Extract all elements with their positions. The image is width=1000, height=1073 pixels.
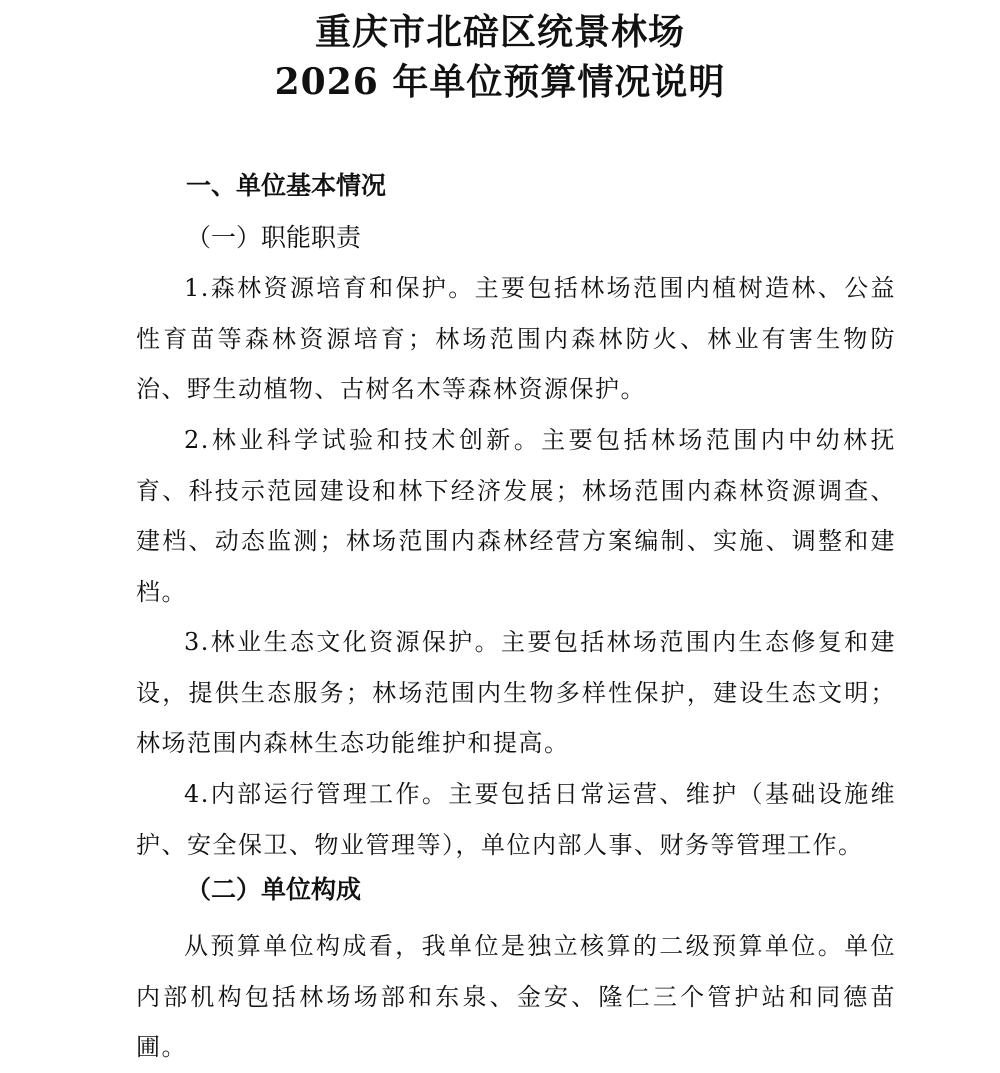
paragraph-function-2: 2.林业科学试验和技术创新。主要包括林场范围内中幼林抚育、科技示范园建设和林下经济发展；林场范围内森林资源调查、建档、动态监测；林场范围内森林经营方案编制、实施、调整和建档。 xyxy=(136,426,896,606)
paragraph-function-1: 1.森林资源培育和保护。主要包括林场范围内植树造林、公益性育苗等森林资源培育；林场范围内森林防火、林业有害生物防治、野生动植物、古树名木等森林资源保护。 xyxy=(136,274,896,403)
document-title-line-2: 2026 年单位预算情况说明 xyxy=(274,61,726,103)
section-heading-basic-info: 一、单位基本情况 xyxy=(186,171,387,200)
paragraph-function-3: 3.林业生态文化资源保护。主要包括林场范围内生态修复和建设，提供生态服务；林场范围内生物多样性保护，建设生态文明；林场范围内森林生态功能维护和提高。 xyxy=(136,628,896,757)
paragraph-composition: 从预算单位构成看，我单位是独立核算的二级预算单位。单位内部机构包括林场场部和东泉、金安、隆仁三个管护站和同德苗圃。 xyxy=(136,932,896,1061)
paragraph-function-4: 4.内部运行管理工作。主要包括日常运营、维护（基础设施维护、安全保卫、物业管理等），单位内部人事、财务等管理工作。 xyxy=(136,780,896,859)
document-title-line-1: 重庆市北碚区统景林场 xyxy=(314,11,685,53)
subsection-heading-functions: （一）职能职责 xyxy=(186,223,362,252)
subsection-heading-composition: （二）单位构成 xyxy=(186,875,362,904)
